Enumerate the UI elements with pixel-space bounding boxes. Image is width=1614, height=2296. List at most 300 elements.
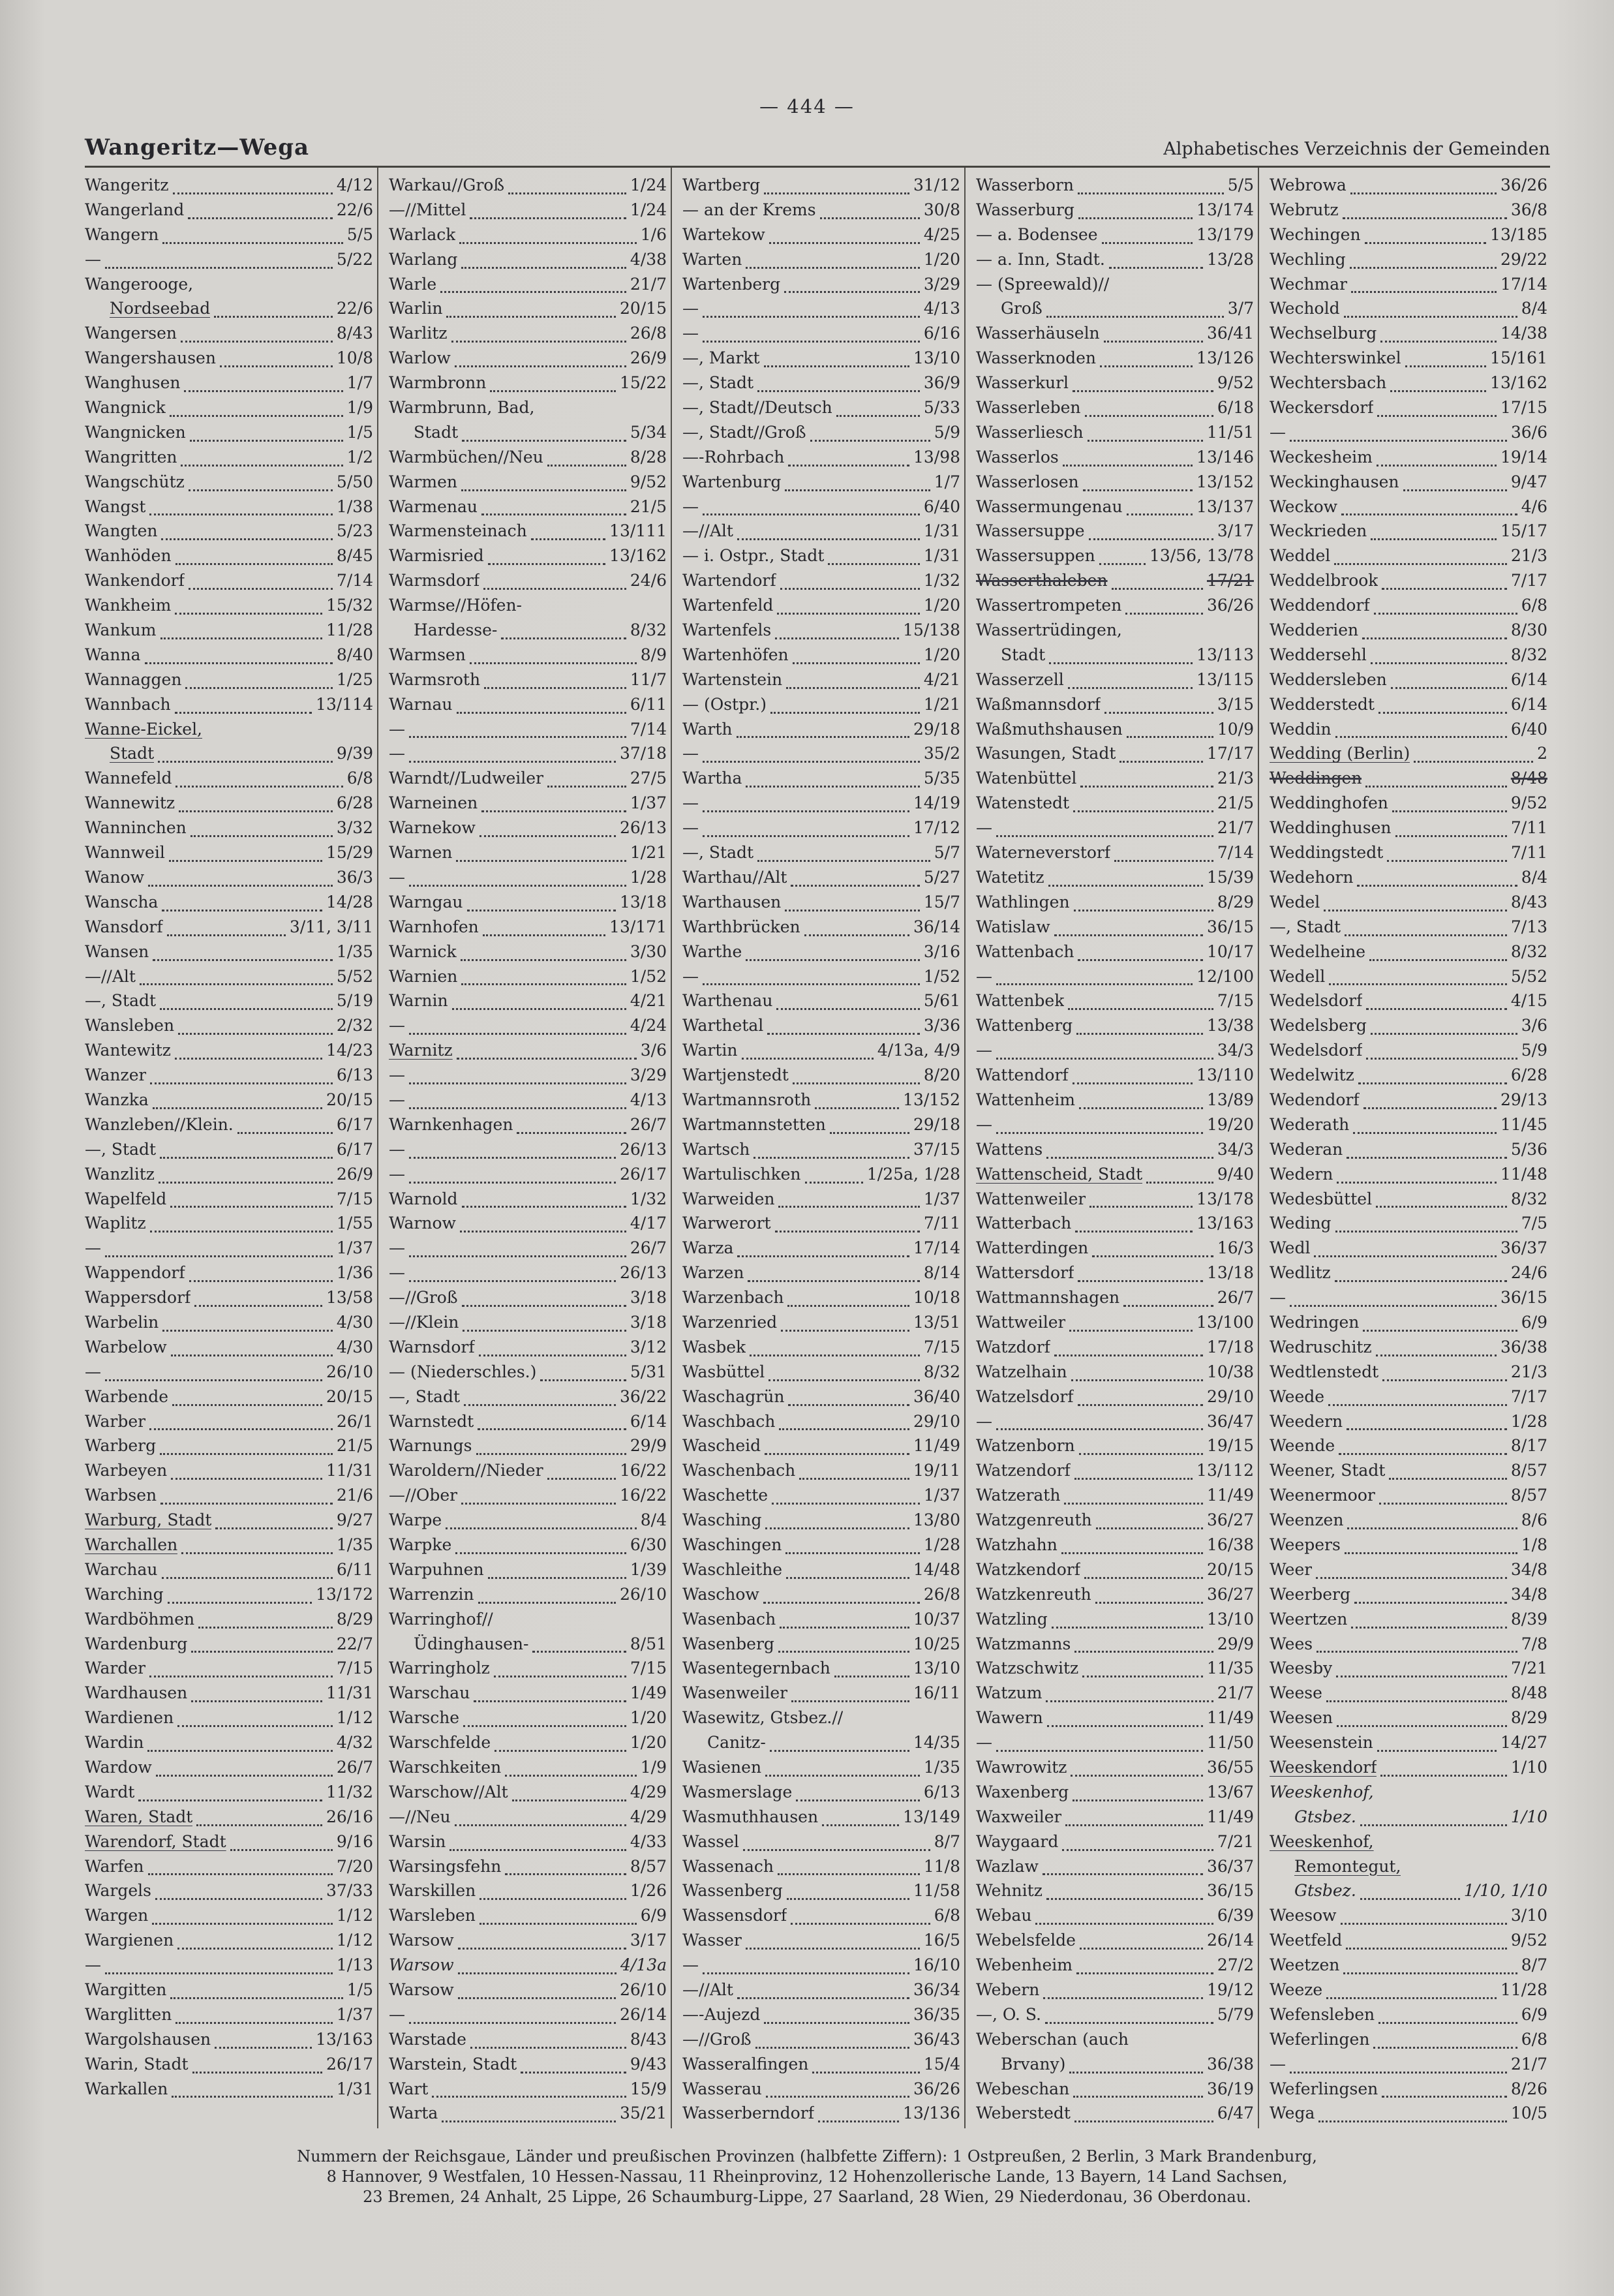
ref-number: 13/112 xyxy=(1196,1461,1254,1480)
place-name: —//Klein xyxy=(389,1312,459,1332)
ref-number: 14/23 xyxy=(326,1041,373,1060)
index-entry xyxy=(976,324,1254,348)
dot-leader xyxy=(190,439,343,442)
ref-number: 4/33 xyxy=(630,1831,667,1851)
place-name: Wannefeld xyxy=(85,769,172,788)
ref-number: 8/51 xyxy=(630,1634,667,1653)
dot-leader xyxy=(1073,810,1213,812)
index-entry xyxy=(682,818,960,843)
index-entry xyxy=(85,917,373,942)
dot-leader xyxy=(1389,1477,1506,1480)
index-entry xyxy=(1270,1683,1547,1708)
index-entry xyxy=(389,1065,667,1090)
place-name: —, Stadt//Groß xyxy=(682,422,806,442)
index-entry xyxy=(389,423,667,448)
index-entry xyxy=(682,1362,960,1387)
index-entry xyxy=(389,620,667,645)
ref-number: 6/14 xyxy=(630,1411,667,1431)
place-name: Warbelow xyxy=(85,1337,167,1356)
index-entry xyxy=(389,1881,667,1906)
ref-number: 17/17 xyxy=(1206,744,1254,763)
dot-leader xyxy=(460,1230,626,1232)
index-entry xyxy=(976,1610,1254,1634)
index-entry xyxy=(389,546,667,571)
index-entry xyxy=(389,991,667,1016)
place-name: Warlin xyxy=(389,299,443,318)
dot-leader xyxy=(1290,1304,1497,1307)
index-entry xyxy=(1270,942,1547,967)
index-entry xyxy=(1270,670,1547,695)
index-entry xyxy=(682,868,960,893)
place-name: — xyxy=(389,1139,405,1159)
place-name: Weddel xyxy=(1270,546,1331,566)
dot-leader xyxy=(1127,513,1193,515)
index-entry xyxy=(1270,2104,1547,2128)
ref-number: 3/18 xyxy=(630,1312,667,1332)
ref-number: 29/18 xyxy=(913,719,960,739)
ref-number: 10/25 xyxy=(913,1634,960,1653)
dot-leader xyxy=(778,1205,919,1208)
place-name: Wassenach xyxy=(682,1856,774,1876)
dot-leader xyxy=(996,834,1213,837)
dot-leader xyxy=(1100,365,1193,367)
dot-leader xyxy=(160,1452,333,1455)
place-name: Wasbüttel xyxy=(682,1362,765,1381)
ref-number: 10/9 xyxy=(1217,719,1254,739)
ref-number: 3/7 xyxy=(1227,299,1254,318)
ref-number: 1/26 xyxy=(630,1881,667,1901)
dot-leader xyxy=(521,2071,626,2074)
dot-leader xyxy=(1043,1997,1203,1999)
ref-number: 7/14 xyxy=(336,571,373,590)
index-entry xyxy=(1270,1733,1547,1758)
place-name: Weese xyxy=(1270,1683,1322,1703)
ref-number: 4/15 xyxy=(1510,991,1547,1011)
ref-number: 34/8 xyxy=(1510,1584,1547,1604)
place-name: Wangersen xyxy=(85,324,177,343)
index-entry xyxy=(389,1857,667,1882)
dot-leader xyxy=(1334,562,1507,565)
place-name: —//Groß xyxy=(389,1288,458,1308)
index-entry xyxy=(85,423,373,448)
dot-leader xyxy=(1366,1007,1507,1010)
dot-leader xyxy=(1379,1502,1507,1505)
dot-leader xyxy=(1061,1552,1203,1554)
index-entry xyxy=(682,1733,960,1758)
place-name: Wangritten xyxy=(85,447,177,467)
dot-leader xyxy=(1074,2120,1213,2122)
index-entry xyxy=(85,991,373,1016)
ref-number: 3/36 xyxy=(923,1016,960,1035)
index-entry xyxy=(85,324,373,348)
place-name: Wasseralfingen xyxy=(682,2054,809,2074)
dot-leader xyxy=(1371,662,1507,664)
index-entry xyxy=(682,1115,960,1140)
ref-number: 8/57 xyxy=(1510,1486,1547,1505)
index-entry xyxy=(85,1560,373,1585)
dot-leader xyxy=(1114,859,1213,862)
dot-leader xyxy=(703,810,909,812)
dot-leader xyxy=(1083,489,1193,491)
ref-number: 5/22 xyxy=(336,249,373,269)
dot-leader xyxy=(1035,1922,1213,1925)
dot-leader xyxy=(785,1552,920,1554)
ref-number: 29/22 xyxy=(1500,249,1547,269)
dot-leader xyxy=(177,1724,333,1727)
index-entry xyxy=(85,1535,373,1560)
index-entry xyxy=(976,571,1254,596)
index-entry xyxy=(389,1510,667,1535)
dot-leader xyxy=(793,1082,920,1084)
place-name: —//Alt xyxy=(682,1980,733,2000)
index-entry xyxy=(682,1338,960,1362)
place-name: Warnitz xyxy=(389,1041,453,1060)
dot-leader xyxy=(175,612,322,615)
index-entry xyxy=(85,448,373,472)
ref-number: 13/137 xyxy=(1196,497,1254,516)
index-entry xyxy=(1270,1585,1547,1610)
dot-leader xyxy=(1351,1626,1507,1629)
dot-leader xyxy=(1335,735,1507,738)
index-entry xyxy=(1270,1535,1547,1560)
ref-number: 7/21 xyxy=(1217,1831,1254,1851)
ref-number: 6/47 xyxy=(1217,2104,1254,2123)
index-entry xyxy=(1270,744,1547,769)
dot-leader xyxy=(810,439,930,442)
place-name: Wassertrompeten xyxy=(976,596,1122,615)
ref-number: 8/32 xyxy=(1510,941,1547,961)
index-entry xyxy=(1270,324,1547,348)
ref-number: 1/35 xyxy=(923,1758,960,1777)
ref-number: 13/163 xyxy=(316,2029,373,2049)
dot-leader xyxy=(156,1774,333,1777)
place-name: Wansdorf xyxy=(85,917,163,936)
index-entry xyxy=(682,1461,960,1486)
page-number: — 444 — xyxy=(759,95,855,117)
place-name: Weddingen xyxy=(1270,769,1362,788)
dot-leader xyxy=(1073,390,1213,392)
dot-leader xyxy=(409,760,616,763)
place-name: Webelsfelde xyxy=(976,1931,1076,1950)
index-entry xyxy=(1270,967,1547,992)
dot-leader xyxy=(470,662,637,664)
ref-number: 2 xyxy=(1537,744,1547,763)
place-name: Wartenfeld xyxy=(682,596,774,615)
dot-leader xyxy=(834,1675,909,1677)
ref-number: 9/52 xyxy=(630,472,667,491)
index-entry xyxy=(1270,843,1547,868)
ref-number: 5/50 xyxy=(336,472,373,491)
dot-leader xyxy=(791,884,919,887)
place-name: Wassersuppen xyxy=(976,546,1095,566)
place-name: Wechtersbach xyxy=(1270,373,1387,393)
ref-number: 13/152 xyxy=(903,1090,960,1109)
index-entry xyxy=(682,1140,960,1165)
index-entry xyxy=(682,1783,960,1807)
ref-number: 5/35 xyxy=(923,769,960,788)
place-name: Wardt xyxy=(85,1782,135,1801)
place-name: Wargolshausen xyxy=(85,2029,211,2049)
dot-leader xyxy=(449,1848,626,1851)
index-entry xyxy=(389,2030,667,2055)
place-name: Wangten xyxy=(85,521,158,541)
ref-number: 4/25 xyxy=(923,224,960,244)
place-name: Wedelsdorf xyxy=(1270,991,1363,1011)
index-entry xyxy=(85,546,373,571)
place-name: —, Stadt//Deutsch xyxy=(682,398,832,418)
dot-leader xyxy=(703,760,920,763)
index-entry xyxy=(1270,1140,1547,1165)
ref-number: 36/26 xyxy=(913,2079,960,2098)
index-entry xyxy=(682,1758,960,1783)
place-name: Wasserleben xyxy=(976,398,1081,418)
dot-leader xyxy=(737,735,909,738)
dot-leader xyxy=(149,1428,333,1430)
dot-leader xyxy=(1054,934,1203,936)
dot-leader xyxy=(1403,489,1507,491)
place-name: Wassel xyxy=(682,1831,739,1851)
index-entry xyxy=(389,1906,667,1931)
index-entry xyxy=(389,1338,667,1362)
dot-leader xyxy=(765,1452,909,1455)
place-name: Warsow xyxy=(389,1980,454,2000)
place-name: Watenstedt xyxy=(976,793,1070,813)
dot-leader xyxy=(1317,1650,1517,1653)
ref-number: 8/29 xyxy=(1510,1708,1547,1728)
place-name: Wedelwitz xyxy=(1270,1065,1354,1085)
dot-leader xyxy=(775,1230,920,1232)
dot-leader xyxy=(198,1626,333,1629)
dot-leader xyxy=(1049,662,1193,664)
dot-leader xyxy=(822,1824,899,1826)
place-name: — xyxy=(682,793,699,813)
dot-leader xyxy=(1043,1873,1203,1875)
dot-leader xyxy=(171,1477,322,1480)
place-name: Wattendorf xyxy=(976,1065,1069,1085)
index-entry xyxy=(389,275,667,299)
ref-number: 5/34 xyxy=(630,422,667,442)
index-entry xyxy=(389,1931,667,1955)
dot-leader xyxy=(748,1279,919,1282)
ref-number: 7/5 xyxy=(1521,1214,1547,1233)
place-name: Warschfelde xyxy=(389,1733,491,1753)
dot-leader xyxy=(1380,1774,1506,1777)
index-entry xyxy=(976,373,1254,398)
ref-number: 5/5 xyxy=(1227,176,1254,194)
place-name: Wansen xyxy=(85,941,149,961)
index-entry xyxy=(85,967,373,992)
index-entry xyxy=(85,1436,373,1461)
index-entry xyxy=(389,1683,667,1708)
dot-leader xyxy=(1146,1181,1213,1184)
ref-number: 9/43 xyxy=(630,2054,667,2074)
ref-number: 14/19 xyxy=(913,793,960,813)
index-entry xyxy=(1270,1610,1547,1634)
ref-number: 1/37 xyxy=(630,793,667,813)
index-entry xyxy=(1270,1016,1547,1041)
place-name: Wedel xyxy=(1270,892,1320,911)
place-name: —//Groß xyxy=(682,2029,752,2049)
dot-leader xyxy=(1109,266,1203,269)
ref-number: 27/5 xyxy=(630,769,667,788)
dot-leader xyxy=(1316,1576,1507,1579)
dot-leader xyxy=(409,2021,616,2024)
place-name: Wasserberndorf xyxy=(682,2104,814,2123)
ref-number: 15/29 xyxy=(326,843,373,863)
place-name: Wanzleben//Klein. xyxy=(85,1114,234,1134)
ref-number: 13/10 xyxy=(913,348,960,368)
ref-number: 10/18 xyxy=(913,1288,960,1308)
place-name: Wedelsberg xyxy=(1270,1016,1367,1035)
place-name: Weerberg xyxy=(1270,1584,1350,1604)
place-name: Warmen xyxy=(389,472,457,491)
ref-number: 37/18 xyxy=(619,744,667,763)
index-entry xyxy=(682,1436,960,1461)
ref-number: 17/12 xyxy=(913,818,960,838)
ref-number: 1/21 xyxy=(630,843,667,863)
dot-leader xyxy=(160,1156,333,1159)
index-entry xyxy=(976,1758,1254,1783)
index-entry xyxy=(976,1733,1254,1758)
index-entry xyxy=(1270,793,1547,818)
index-entry xyxy=(389,793,667,818)
index-entry xyxy=(389,1090,667,1115)
ref-number: 36/3 xyxy=(336,867,373,887)
dot-leader xyxy=(237,1131,333,1134)
index-entry xyxy=(682,448,960,472)
dot-leader xyxy=(1069,1329,1193,1332)
ref-number: 1/20 xyxy=(923,596,960,615)
index-entry xyxy=(976,744,1254,769)
index-entry xyxy=(1270,1832,1547,1857)
ref-number: 13/100 xyxy=(1196,1312,1254,1332)
place-name: Weckersdorf xyxy=(1270,398,1374,418)
ref-number: 1/35 xyxy=(336,941,373,961)
index-entry xyxy=(1270,225,1547,250)
ref-number: 1/52 xyxy=(923,966,960,986)
index-entry xyxy=(976,695,1254,720)
dot-leader xyxy=(189,587,333,590)
place-name: Warten xyxy=(682,249,742,269)
place-name: Warpe xyxy=(389,1510,442,1530)
index-entry xyxy=(1270,1807,1547,1832)
place-name: Warwerort xyxy=(682,1214,771,1233)
place-name: Wechingen xyxy=(1270,224,1361,244)
dot-leader xyxy=(1363,1107,1497,1109)
place-name: Wasserthaleben xyxy=(976,571,1108,590)
index-entry xyxy=(1270,1387,1547,1412)
ref-number: 8/32 xyxy=(1510,1189,1547,1208)
dot-leader xyxy=(1046,1700,1213,1702)
place-name: Warta xyxy=(389,2104,438,2123)
ref-number: 11/48 xyxy=(1500,1164,1547,1184)
ref-number: 34/3 xyxy=(1217,1139,1254,1159)
place-name: Wawern xyxy=(976,1708,1043,1728)
ref-number: 3/11, 3/11 xyxy=(289,917,373,936)
index-entry xyxy=(389,645,667,670)
index-entry xyxy=(389,1461,667,1486)
footer-legend-line: 23 Bremen, 24 Anhalt, 25 Lippe, 26 Schaumburg-Lippe, 27 Saarland, 28 Wien, 29 Niederdonau, 36 Oberdonau. xyxy=(363,2188,1251,2207)
ref-number: 1/37 xyxy=(923,1486,960,1505)
place-name: Warberg xyxy=(85,1436,157,1456)
place-name: — xyxy=(389,744,405,763)
dot-leader xyxy=(1074,1650,1213,1653)
dot-leader xyxy=(781,1329,909,1332)
place-name: Warsow xyxy=(389,1931,454,1950)
place-name: Warbsen xyxy=(85,1486,157,1505)
dot-leader xyxy=(490,390,616,392)
place-name: Weeskenhof, xyxy=(1270,1831,1374,1851)
dot-leader xyxy=(140,983,333,985)
dot-leader xyxy=(192,2071,322,2074)
place-name: Wattenbach xyxy=(976,941,1074,961)
dot-leader xyxy=(458,1972,617,1974)
ref-number: 36/40 xyxy=(913,1386,960,1406)
index-entry xyxy=(1270,275,1547,299)
place-name: Warsche xyxy=(389,1708,460,1728)
index-entry xyxy=(682,1535,960,1560)
place-name: Wechselburg xyxy=(1270,324,1377,343)
index-entry xyxy=(976,225,1254,250)
place-name: Weener, Stadt xyxy=(1270,1461,1386,1480)
place-name: Warbeyen xyxy=(85,1461,168,1480)
ref-number: 1/5 xyxy=(346,1980,373,2000)
dot-leader xyxy=(1099,562,1146,565)
ref-number: 5/52 xyxy=(336,966,373,986)
place-name: Waschette xyxy=(682,1486,769,1505)
dot-leader xyxy=(470,2046,626,2049)
place-name: — xyxy=(682,1955,699,1975)
index-entry xyxy=(389,1263,667,1288)
index-entry xyxy=(1270,645,1547,670)
ref-number: 7/13 xyxy=(1510,917,1547,936)
ref-number: 7/21 xyxy=(1510,1659,1547,1678)
place-name: Warmbüchen//Neu xyxy=(389,447,543,467)
ref-number: 19/12 xyxy=(1206,1980,1254,2000)
dot-leader xyxy=(175,2021,332,2024)
index-entry xyxy=(1270,1857,1547,1882)
index-entry xyxy=(682,1238,960,1263)
place-name: Watzdorf xyxy=(976,1337,1050,1356)
dot-leader xyxy=(763,1601,920,1604)
index-entry xyxy=(1270,818,1547,843)
index-entry xyxy=(389,571,667,596)
place-name: Warnow xyxy=(389,1214,456,1233)
dot-leader xyxy=(1063,464,1193,467)
index-entry xyxy=(85,1610,373,1634)
ref-number: 16/10 xyxy=(913,1955,960,1975)
dot-leader xyxy=(1068,1007,1213,1010)
dot-leader xyxy=(1341,1922,1507,1925)
ref-number: 7/17 xyxy=(1510,1386,1547,1406)
place-name: Wattens xyxy=(976,1139,1043,1159)
dot-leader xyxy=(1339,1452,1507,1455)
dot-leader xyxy=(1095,1601,1203,1604)
ref-number: 13/67 xyxy=(1206,1782,1254,1801)
ref-number: 26/8 xyxy=(630,324,667,343)
dot-leader xyxy=(746,1947,920,1950)
ref-number: 26/7 xyxy=(1217,1288,1254,1308)
dot-leader xyxy=(1371,1032,1517,1035)
ref-number: 21/3 xyxy=(1510,1362,1547,1381)
ref-number: 5/7 xyxy=(934,843,960,863)
ref-number: 8/40 xyxy=(336,645,373,664)
ref-number: 9/27 xyxy=(336,1510,373,1530)
dot-leader xyxy=(175,711,312,714)
ref-number: 13/136 xyxy=(903,2104,960,2123)
ref-number: 26/8 xyxy=(923,1584,960,1604)
index-entry xyxy=(976,670,1254,695)
